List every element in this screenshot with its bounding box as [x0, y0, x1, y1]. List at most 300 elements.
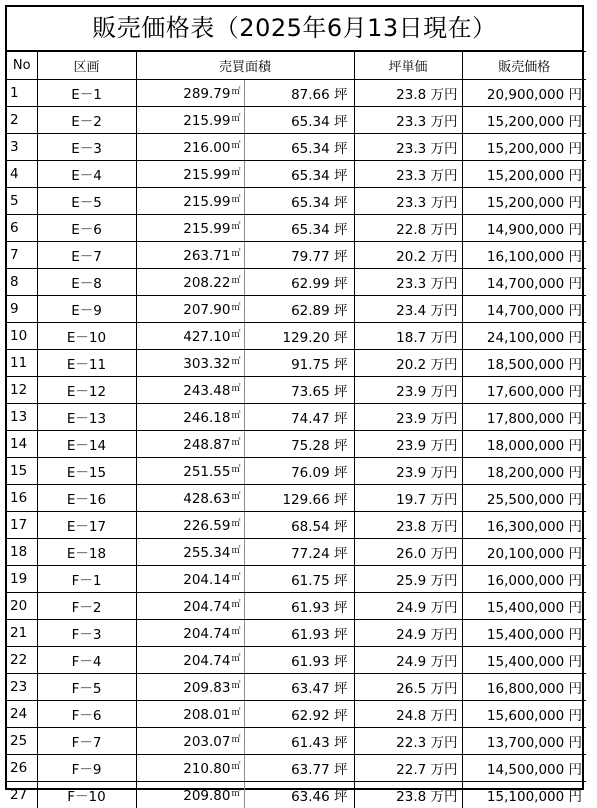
price-value: 15,200,000 [487, 168, 564, 184]
sqm-unit: ㎡ [231, 195, 240, 205]
unit-price-value: 20.2 [396, 357, 426, 373]
lot-id: E－18 [67, 546, 106, 562]
row-number: 8 [10, 274, 19, 290]
price-value: 16,800,000 [487, 681, 564, 697]
price-value: 17,600,000 [487, 384, 564, 400]
row-number: 10 [10, 328, 27, 344]
area-tsubo-value: 129.20 [282, 330, 329, 346]
lot-id: E－4 [71, 168, 102, 184]
cell-kukaku [37, 188, 136, 215]
unit-price-value: 23.8 [396, 87, 426, 103]
tsubo-unit: 坪 [334, 708, 348, 724]
yen-unit: 円 [569, 330, 583, 346]
area-sqm-value: 204.14 [183, 572, 230, 588]
area-tsubo-value: 62.89 [291, 303, 330, 319]
cell-no [7, 566, 37, 593]
yen-unit: 円 [569, 195, 583, 211]
sqm-unit: ㎡ [231, 627, 240, 637]
cell-kukaku [37, 269, 136, 296]
cell-area-sqm [136, 620, 244, 647]
tsubo-unit: 坪 [334, 519, 348, 535]
tsubo-unit: 坪 [334, 276, 348, 292]
man-yen-unit: 万円 [431, 708, 458, 724]
sqm-unit: ㎡ [231, 735, 240, 745]
area-sqm-value: 263.71 [183, 248, 230, 264]
cell-kukaku [37, 701, 136, 728]
man-yen-unit: 万円 [431, 438, 458, 454]
yen-unit: 円 [569, 762, 583, 778]
lot-id: E－9 [71, 303, 102, 319]
price-value: 20,900,000 [487, 87, 564, 103]
unit-price-value: 23.3 [396, 114, 426, 130]
area-tsubo-value: 65.34 [291, 114, 330, 130]
sqm-unit: ㎡ [231, 303, 240, 313]
cell-kukaku [37, 377, 136, 404]
tsubo-unit: 坪 [334, 465, 348, 481]
area-sqm-value: 427.10 [183, 329, 230, 345]
yen-unit: 円 [569, 357, 583, 373]
sqm-unit: ㎡ [231, 411, 240, 421]
table-row [7, 269, 586, 296]
price-value: 16,100,000 [487, 249, 564, 265]
cell-no [7, 512, 37, 539]
cell-kukaku [37, 404, 136, 431]
lot-id: E－7 [71, 249, 102, 265]
tsubo-unit: 坪 [334, 789, 348, 805]
cell-no [7, 458, 37, 485]
cell-unit-price [354, 485, 462, 512]
yen-unit: 円 [569, 789, 583, 805]
price-value: 15,200,000 [487, 114, 564, 130]
cell-price [462, 269, 586, 296]
lot-id: E－11 [67, 357, 106, 373]
cell-unit-price [354, 242, 462, 269]
cell-area-tsubo [244, 755, 354, 782]
cell-area-sqm [136, 566, 244, 593]
cell-no [7, 215, 37, 242]
row-number: 25 [10, 733, 27, 749]
row-number: 24 [10, 706, 27, 722]
cell-kukaku [37, 107, 136, 134]
price-value: 24,100,000 [487, 330, 564, 346]
tsubo-unit: 坪 [334, 438, 348, 454]
row-number: 9 [10, 301, 19, 317]
table-row [7, 458, 586, 485]
tsubo-unit: 坪 [334, 762, 348, 778]
table-row [7, 566, 586, 593]
cell-unit-price [354, 134, 462, 161]
cell-unit-price [354, 701, 462, 728]
cell-kukaku [37, 296, 136, 323]
price-value: 20,100,000 [487, 546, 564, 562]
cell-no [7, 539, 37, 566]
cell-area-tsubo [244, 593, 354, 620]
row-number: 20 [10, 598, 27, 614]
area-sqm-value: 243.48 [183, 383, 230, 399]
man-yen-unit: 万円 [431, 114, 458, 130]
sqm-unit: ㎡ [231, 141, 240, 151]
yen-unit: 円 [569, 249, 583, 265]
unit-price-value: 24.9 [396, 627, 426, 643]
table-row [7, 755, 586, 782]
unit-price-value: 23.9 [396, 384, 426, 400]
cell-kukaku [37, 323, 136, 350]
sqm-unit: ㎡ [231, 573, 240, 583]
cell-price [462, 404, 586, 431]
cell-area-sqm [136, 404, 244, 431]
man-yen-unit: 万円 [431, 384, 458, 400]
man-yen-unit: 万円 [431, 276, 458, 292]
cell-area-sqm [136, 755, 244, 782]
price-value: 16,000,000 [487, 573, 564, 589]
yen-unit: 円 [569, 627, 583, 643]
lot-id: F－7 [72, 735, 102, 751]
tsubo-unit: 坪 [334, 330, 348, 346]
sqm-unit: ㎡ [231, 519, 240, 529]
cell-unit-price [354, 539, 462, 566]
cell-unit-price [354, 296, 462, 323]
cell-area-sqm [136, 458, 244, 485]
cell-price [462, 107, 586, 134]
area-sqm-value: 207.90 [183, 302, 230, 318]
cell-area-tsubo [244, 296, 354, 323]
area-tsubo-value: 63.47 [291, 681, 330, 697]
cell-price [462, 215, 586, 242]
cell-price [462, 728, 586, 755]
cell-no [7, 134, 37, 161]
cell-area-tsubo [244, 485, 354, 512]
cell-no [7, 80, 37, 107]
cell-no [7, 107, 37, 134]
man-yen-unit: 万円 [431, 789, 458, 805]
area-tsubo-value: 76.09 [291, 465, 330, 481]
unit-price-value: 23.8 [396, 519, 426, 535]
sqm-unit: ㎡ [231, 330, 240, 340]
cell-no [7, 188, 37, 215]
cell-price [462, 242, 586, 269]
cell-area-sqm [136, 701, 244, 728]
lot-id: E－10 [67, 330, 106, 346]
cell-kukaku [37, 134, 136, 161]
cell-unit-price [354, 782, 462, 808]
lot-id: E－15 [67, 465, 106, 481]
cell-unit-price [354, 404, 462, 431]
lot-id: E－3 [71, 141, 102, 157]
area-sqm-value: 210.80 [183, 761, 230, 777]
cell-area-tsubo [244, 566, 354, 593]
cell-area-tsubo [244, 674, 354, 701]
cell-unit-price [354, 674, 462, 701]
tsubo-unit: 坪 [334, 600, 348, 616]
man-yen-unit: 万円 [431, 195, 458, 211]
unit-price-value: 23.9 [396, 465, 426, 481]
lot-id: E－8 [71, 276, 102, 292]
man-yen-unit: 万円 [431, 735, 458, 751]
man-yen-unit: 万円 [431, 627, 458, 643]
cell-no [7, 350, 37, 377]
price-value: 25,500,000 [487, 492, 564, 508]
area-tsubo-value: 63.77 [291, 762, 330, 778]
cell-unit-price [354, 728, 462, 755]
cell-area-tsubo [244, 80, 354, 107]
cell-price [462, 350, 586, 377]
tsubo-unit: 坪 [334, 141, 348, 157]
lot-id: E－12 [67, 384, 106, 400]
unit-price-value: 23.3 [396, 168, 426, 184]
price-value: 15,200,000 [487, 141, 564, 157]
cell-price [462, 674, 586, 701]
unit-price-value: 19.7 [396, 492, 426, 508]
yen-unit: 円 [569, 384, 583, 400]
cell-kukaku [37, 242, 136, 269]
price-value: 14,900,000 [487, 222, 564, 238]
area-tsubo-value: 65.34 [291, 195, 330, 211]
area-tsubo-value: 74.47 [291, 411, 330, 427]
cell-price [462, 80, 586, 107]
tsubo-unit: 坪 [334, 87, 348, 103]
area-tsubo-value: 75.28 [291, 438, 330, 454]
cell-area-sqm [136, 512, 244, 539]
price-value: 15,100,000 [487, 789, 564, 805]
row-number: 15 [10, 463, 27, 479]
area-sqm-value: 289.79 [183, 86, 230, 102]
cell-no [7, 728, 37, 755]
cell-unit-price [354, 593, 462, 620]
cell-no [7, 755, 37, 782]
area-sqm-value: 226.59 [183, 518, 230, 534]
cell-price [462, 134, 586, 161]
cell-price [462, 566, 586, 593]
area-tsubo-value: 68.54 [291, 519, 330, 535]
table-row [7, 782, 586, 808]
area-tsubo-value: 73.65 [291, 384, 330, 400]
yen-unit: 円 [569, 168, 583, 184]
area-sqm-value: 216.00 [183, 140, 230, 156]
cell-area-tsubo [244, 350, 354, 377]
cell-area-sqm [136, 296, 244, 323]
cell-price [462, 458, 586, 485]
row-number: 3 [10, 139, 19, 155]
cell-area-tsubo [244, 242, 354, 269]
cell-kukaku [37, 674, 136, 701]
cell-area-sqm [136, 269, 244, 296]
cell-kukaku [37, 620, 136, 647]
area-sqm-value: 204.74 [183, 653, 230, 669]
price-value: 15,400,000 [487, 600, 564, 616]
lot-id: E－6 [71, 222, 102, 238]
unit-price-value: 24.8 [396, 708, 426, 724]
table-row [7, 377, 586, 404]
cell-price [462, 431, 586, 458]
header-unit-price: 坪単価 [354, 52, 462, 80]
man-yen-unit: 万円 [431, 600, 458, 616]
cell-area-sqm [136, 431, 244, 458]
area-tsubo-value: 61.75 [291, 573, 330, 589]
man-yen-unit: 万円 [431, 141, 458, 157]
sqm-unit: ㎡ [231, 249, 240, 259]
cell-kukaku [37, 431, 136, 458]
area-tsubo-value: 61.93 [291, 600, 330, 616]
cell-unit-price [354, 350, 462, 377]
sqm-unit: ㎡ [231, 87, 240, 97]
cell-price [462, 593, 586, 620]
cell-kukaku [37, 593, 136, 620]
row-number: 23 [10, 679, 27, 695]
cell-area-tsubo [244, 161, 354, 188]
lot-id: F－4 [72, 654, 102, 670]
unit-price-value: 23.3 [396, 195, 426, 211]
sqm-unit: ㎡ [231, 654, 240, 664]
unit-price-value: 20.2 [396, 249, 426, 265]
lot-id: F－6 [72, 708, 102, 724]
sqm-unit: ㎡ [231, 762, 240, 772]
cell-unit-price [354, 188, 462, 215]
cell-area-tsubo [244, 377, 354, 404]
table-row [7, 404, 586, 431]
cell-area-tsubo [244, 215, 354, 242]
cell-price [462, 701, 586, 728]
area-sqm-value: 248.87 [183, 437, 230, 453]
tsubo-unit: 坪 [334, 195, 348, 211]
cell-area-sqm [136, 134, 244, 161]
price-value: 16,300,000 [487, 519, 564, 535]
tsubo-unit: 坪 [334, 627, 348, 643]
price-value: 13,700,000 [487, 735, 564, 751]
table-header-row [7, 52, 586, 80]
area-tsubo-value: 79.77 [291, 249, 330, 265]
cell-area-sqm [136, 782, 244, 808]
cell-area-tsubo [244, 701, 354, 728]
table-row [7, 215, 586, 242]
unit-price-value: 23.3 [396, 276, 426, 292]
cell-no [7, 701, 37, 728]
table-row [7, 485, 586, 512]
area-sqm-value: 208.22 [183, 275, 230, 291]
unit-price-value: 26.5 [396, 681, 426, 697]
area-tsubo-value: 65.34 [291, 141, 330, 157]
cell-unit-price [354, 755, 462, 782]
cell-no [7, 161, 37, 188]
cell-price [462, 161, 586, 188]
price-value: 18,500,000 [487, 357, 564, 373]
row-number: 7 [10, 247, 19, 263]
table-row [7, 431, 586, 458]
area-tsubo-value: 87.66 [291, 87, 330, 103]
tsubo-unit: 坪 [334, 222, 348, 238]
unit-price-value: 24.9 [396, 600, 426, 616]
sqm-unit: ㎡ [231, 357, 240, 367]
row-number: 18 [10, 544, 27, 560]
cell-price [462, 539, 586, 566]
area-sqm-value: 203.07 [183, 734, 230, 750]
cell-unit-price [354, 620, 462, 647]
lot-id: E－2 [71, 114, 102, 130]
cell-area-tsubo [244, 512, 354, 539]
cell-kukaku [37, 782, 136, 808]
man-yen-unit: 万円 [431, 357, 458, 373]
lot-id: E－1 [71, 87, 102, 103]
cell-area-sqm [136, 728, 244, 755]
area-tsubo-value: 65.34 [291, 222, 330, 238]
price-table [7, 51, 586, 808]
row-number: 13 [10, 409, 27, 425]
area-tsubo-value: 91.75 [291, 357, 330, 373]
area-tsubo-value: 62.92 [291, 708, 330, 724]
unit-price-value: 23.3 [396, 141, 426, 157]
area-sqm-value: 215.99 [183, 167, 230, 183]
cell-unit-price [354, 107, 462, 134]
table-row [7, 134, 586, 161]
area-tsubo-value: 62.99 [291, 276, 330, 292]
cell-area-sqm [136, 539, 244, 566]
cell-kukaku [37, 566, 136, 593]
lot-id: E－17 [67, 519, 106, 535]
header-area: 売買面積 [136, 52, 354, 80]
price-list-sheet [5, 5, 584, 790]
price-value: 14,500,000 [487, 762, 564, 778]
yen-unit: 円 [569, 708, 583, 724]
sqm-unit: ㎡ [231, 708, 240, 718]
tsubo-unit: 坪 [334, 573, 348, 589]
row-number: 22 [10, 652, 27, 668]
lot-id: F－10 [67, 789, 105, 805]
cell-kukaku [37, 458, 136, 485]
cell-no [7, 674, 37, 701]
price-value: 15,200,000 [487, 195, 564, 211]
cell-no [7, 377, 37, 404]
area-sqm-value: 204.74 [183, 626, 230, 642]
cell-area-tsubo [244, 782, 354, 808]
cell-unit-price [354, 269, 462, 296]
header-kukaku: 区画 [37, 52, 136, 80]
sqm-unit: ㎡ [231, 789, 240, 799]
table-row [7, 593, 586, 620]
cell-area-tsubo [244, 134, 354, 161]
man-yen-unit: 万円 [431, 573, 458, 589]
tsubo-unit: 坪 [334, 546, 348, 562]
area-sqm-value: 251.55 [183, 464, 230, 480]
price-value: 15,600,000 [487, 708, 564, 724]
cell-area-tsubo [244, 431, 354, 458]
page-title: 販売価格表（2025年6月13日現在） [7, 7, 582, 51]
tsubo-unit: 坪 [334, 492, 348, 508]
table-row [7, 188, 586, 215]
lot-id: F－9 [72, 762, 102, 778]
table-row [7, 620, 586, 647]
row-number: 4 [10, 166, 19, 182]
man-yen-unit: 万円 [431, 411, 458, 427]
cell-no [7, 269, 37, 296]
man-yen-unit: 万円 [431, 654, 458, 670]
yen-unit: 円 [569, 600, 583, 616]
cell-price [462, 755, 586, 782]
tsubo-unit: 坪 [334, 735, 348, 751]
row-number: 5 [10, 193, 19, 209]
man-yen-unit: 万円 [431, 519, 458, 535]
yen-unit: 円 [569, 546, 583, 562]
yen-unit: 円 [569, 654, 583, 670]
cell-area-sqm [136, 350, 244, 377]
cell-no [7, 620, 37, 647]
sqm-unit: ㎡ [231, 168, 240, 178]
man-yen-unit: 万円 [431, 492, 458, 508]
cell-kukaku [37, 350, 136, 377]
cell-price [462, 323, 586, 350]
row-number: 2 [10, 112, 19, 128]
unit-price-value: 22.7 [396, 762, 426, 778]
row-number: 14 [10, 436, 27, 452]
cell-kukaku [37, 512, 136, 539]
